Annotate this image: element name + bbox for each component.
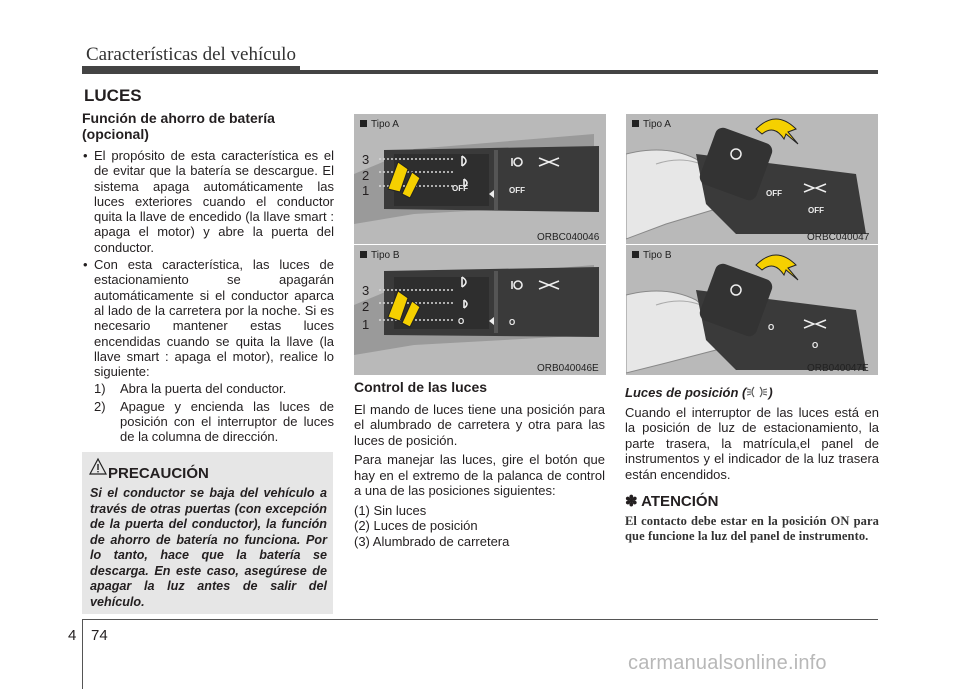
figure-hand-tipo-a — [626, 114, 878, 244]
switch-off-text: OFF — [766, 189, 782, 198]
control-item: (1) Sin luces — [354, 502, 427, 518]
steps-list — [94, 381, 334, 444]
position-number: 1 — [362, 317, 370, 332]
page-number: 74 — [91, 627, 108, 644]
position-heading: Luces de posición ( ) — [625, 385, 773, 400]
warning-triangle-icon — [88, 457, 108, 477]
position-number: 2 — [362, 299, 370, 314]
footer-rule — [82, 619, 878, 620]
position-section — [625, 385, 879, 544]
figure-label: Tipo B — [632, 250, 672, 261]
switch-off-text: OFF — [808, 206, 824, 215]
atencion-title: ✽ ATENCIÓN — [625, 493, 719, 510]
position-number: 1 — [362, 183, 370, 198]
figure-code: ORB040047E — [807, 363, 869, 374]
figure-code: ORBC040047 — [807, 232, 870, 243]
section-title: LUCES — [84, 86, 142, 105]
chapter-number: 4 — [68, 627, 77, 644]
figure-stalk-tipo-b — [354, 245, 606, 375]
step-number: 1) — [94, 381, 106, 397]
step-item — [94, 399, 334, 445]
parking-light-icon — [746, 386, 768, 398]
position-number: 2 — [362, 168, 370, 183]
control-paragraph: El mando de luces tiene una posición para el alumbrado de carretera y otra para las luces de posición. — [354, 401, 605, 448]
control-heading: Control de las luces — [354, 379, 488, 395]
footer-divider — [82, 619, 83, 689]
step-item — [94, 381, 334, 396]
watermark: carmanualsonline.info — [628, 652, 827, 674]
battery-heading: Función de ahorro de batería (opcional) — [82, 110, 275, 142]
switch-off-text: OFF — [452, 184, 468, 193]
figure-stalk-tipo-a — [354, 114, 606, 244]
stalk-illustration — [354, 245, 606, 375]
switch-off-text: O — [812, 341, 819, 350]
switch-off-text: O — [768, 323, 775, 332]
bullet-item — [82, 257, 334, 445]
battery-bullets — [82, 148, 334, 445]
control-item: (2) Luces de posición — [354, 518, 478, 533]
hand-turning-switch-illustration — [626, 245, 878, 375]
control-item: (3) Alumbrado de carretera — [354, 533, 510, 549]
caution-title: PRECAUCIÓN — [108, 465, 209, 482]
position-number: 3 — [362, 283, 370, 298]
control-section — [354, 380, 605, 549]
atencion-body: El contacto debe estar en la posición ON para que funcione la luz del panel de instrumento. — [625, 513, 879, 543]
bullet-text: Con esta característica, las luces de estacionamiento se apagarán automáticamente si el conductor aparca al lado de la carretera por la noche. Si es necesario mantener estas luces encendidas cuando se quita la llave (la llave smart : apaga el motor), realice lo siguiente: — [94, 257, 334, 380]
step-number: 2) — [94, 398, 106, 414]
switch-off-text: O — [458, 317, 465, 326]
figure-code: ORBC040046 — [537, 232, 600, 243]
running-header: Características del vehículo — [86, 44, 296, 65]
figure-code: ORB040046E — [537, 363, 599, 374]
bullet-item: • El propósito de esta característica es el de evitar que la batería se descargue. El sistema apaga automáticamente las luces exteriores cuando el conductor quita la llave de encedido (la llave smart : apaga el motor) y abre la puerta del conductor. — [82, 148, 334, 255]
position-number: 3 — [362, 152, 370, 167]
step-text: Apague y encienda las luces de posición con el interruptor de luces de la columna de dirección. — [120, 398, 334, 445]
switch-off-text: O — [509, 318, 516, 327]
hand-turning-switch-illustration — [626, 114, 878, 244]
step-text: Abra la puerta del conductor. — [120, 381, 287, 397]
figure-label: Tipo B — [360, 250, 400, 261]
battery-section — [82, 110, 334, 447]
header-rule-thick — [82, 66, 300, 74]
switch-off-text: OFF — [509, 186, 525, 195]
position-body: Cuando el interruptor de las luces está en la posición de luz de estacionamiento, la parte trasera, la matrícula,el panel de instrumentos y el indicador de la luz trasera están encendidos. — [625, 404, 879, 482]
control-paragraph: Para manejar las luces, gire el botón que hay en el extremo de la palanca de control a una de las posiciones siguientes: — [354, 452, 605, 498]
caution-body: Si el conductor se baja del vehículo a través de otras puertas (con excepción de la puerta del conductor), la función de ahorro de batería no funciona. Por lo tanto, hace que la batería se descarga. En este caso, asegúrese de apagar la luz antes de salir del vehículo. — [90, 486, 327, 609]
figure-label: Tipo A — [632, 119, 671, 130]
figure-label: Tipo A — [360, 119, 399, 130]
figure-hand-tipo-b — [626, 245, 878, 375]
stalk-illustration — [354, 114, 606, 244]
